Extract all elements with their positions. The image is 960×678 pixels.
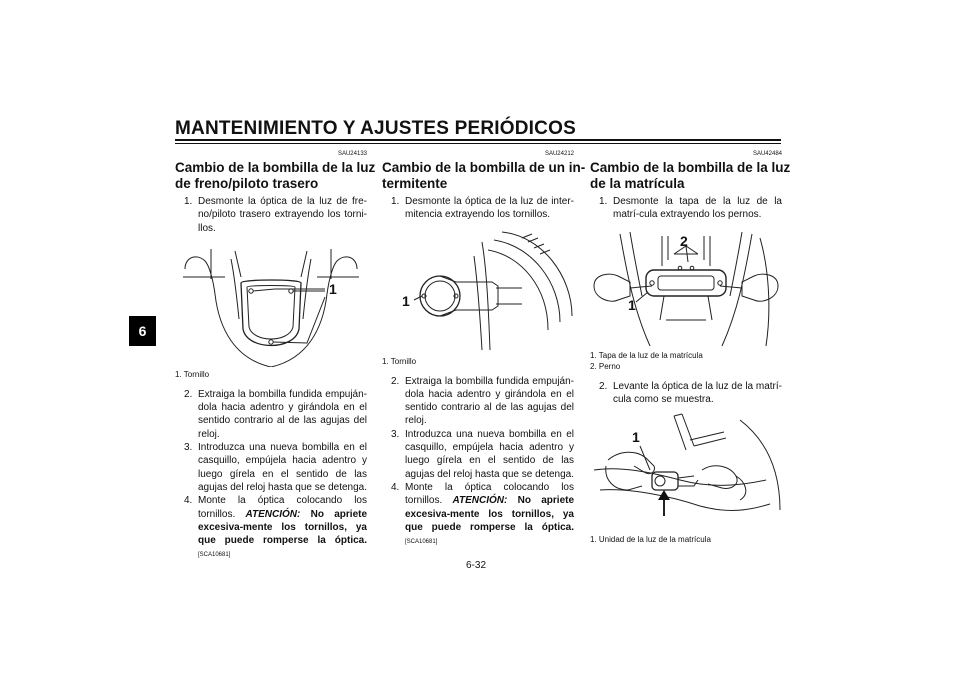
section-license-light bbox=[590, 150, 791, 545]
step-item bbox=[175, 441, 367, 494]
step-number: 2. bbox=[391, 375, 400, 387]
step-number: 2. bbox=[184, 388, 193, 400]
callout-1: 1 bbox=[632, 429, 640, 446]
heading-line: Cambio de la bombilla de la luz bbox=[175, 160, 376, 175]
figure-caption bbox=[590, 534, 782, 545]
step-text: Monte la óptica colocando los tornillos. bbox=[405, 481, 574, 507]
heading-line: Cambio de la bombilla de un in- bbox=[382, 160, 586, 175]
step-number: 1. bbox=[391, 196, 400, 207]
step-item bbox=[590, 380, 782, 407]
section-heading bbox=[382, 160, 586, 192]
step-item bbox=[382, 375, 574, 428]
steps-list bbox=[175, 388, 367, 563]
section-heading bbox=[590, 160, 791, 192]
step-text: Levante la óptica de la luz de la matrí-cula como se muestra. bbox=[613, 380, 782, 405]
caution-text: No apriete excesiva-mente los tornillos, ya que puede romperse la óptica. bbox=[405, 495, 575, 533]
step-number: 2. bbox=[599, 380, 608, 392]
step-number: 4. bbox=[391, 481, 400, 493]
step-text: Desmonte la óptica de la luz de fre-no/piloto trasero extrayendo los torni-llos. bbox=[198, 196, 367, 234]
step-number: 3. bbox=[391, 428, 400, 440]
chapter-tab: 6 bbox=[129, 316, 156, 346]
callout-1: 1 bbox=[329, 280, 337, 297]
section-code: SAU24212 bbox=[544, 151, 574, 157]
caption-line: 1. Tapa de la luz de la matrícula bbox=[590, 350, 703, 360]
figure-caption bbox=[590, 350, 782, 372]
caption-line: 1. Unidad de la luz de la matrícula bbox=[590, 535, 711, 545]
step-item bbox=[175, 494, 367, 562]
caution-code: [SCA10681] bbox=[198, 552, 231, 559]
steps-list bbox=[382, 375, 574, 550]
tail-light-illustration bbox=[175, 239, 367, 367]
license-light-unit-illustration bbox=[590, 410, 782, 532]
step-item bbox=[590, 195, 782, 222]
heading-line: Cambio de la bombilla de la luz bbox=[590, 160, 791, 175]
callout-1: 1 bbox=[628, 296, 636, 313]
section-code: SAU42484 bbox=[752, 151, 782, 157]
step-item bbox=[175, 195, 367, 235]
step-item bbox=[382, 428, 574, 481]
steps-list bbox=[590, 195, 782, 222]
step-item bbox=[382, 481, 574, 549]
heading-line: termitente bbox=[382, 176, 448, 191]
header-rule-thin bbox=[175, 143, 781, 144]
caption-line: 2. Perno bbox=[590, 361, 621, 371]
header-rule bbox=[175, 139, 781, 141]
callout-1: 1 bbox=[402, 292, 410, 309]
figure-caption bbox=[382, 356, 574, 367]
callout-2: 2 bbox=[680, 232, 688, 249]
steps-list bbox=[382, 195, 574, 222]
steps-list bbox=[175, 195, 367, 235]
caption-line: 1. Tornillo bbox=[175, 369, 210, 379]
page-title: MANTENIMIENTO Y AJUSTES PERIÓDICOS bbox=[175, 118, 576, 139]
steps-list bbox=[590, 380, 782, 407]
step-text: Desmonte la tapa de la luz de la matrí-cula extrayendo los pernos. bbox=[613, 196, 782, 221]
heading-line: de freno/piloto trasero bbox=[175, 176, 319, 191]
step-text: Introduzca una nueva bombilla en el casquillo, empújela hacia adentro y luego gírela en el sentido de las agujas del reloj hasta que se detenga. bbox=[198, 442, 368, 493]
section-code: SAU24133 bbox=[337, 151, 367, 157]
section-turn-signal bbox=[382, 150, 586, 549]
step-item bbox=[175, 388, 367, 441]
step-number: 4. bbox=[184, 495, 193, 507]
section-brake-light bbox=[175, 150, 376, 563]
step-item bbox=[382, 195, 574, 222]
step-text: Extraiga la bombilla fundida empuján-dola hacia adentro y girándola en el sentido contrario al de las agujas del reloj. bbox=[405, 375, 574, 427]
step-number: 1. bbox=[599, 196, 608, 207]
caution-code: [SCA10681] bbox=[405, 539, 438, 546]
caution-text: No apriete excesiva-mente los tornillos, ya que puede romperse la óptica. bbox=[198, 508, 368, 547]
caution-label: ATENCIÓN: bbox=[245, 508, 301, 520]
step-text: Desmonte la óptica de la luz de inter-mitencia extrayendo los tornillos. bbox=[405, 196, 574, 221]
step-number: 3. bbox=[184, 442, 193, 454]
step-number: 1. bbox=[184, 196, 193, 207]
caption-line: 1. Tornillo bbox=[382, 356, 417, 366]
step-text: Extraiga la bombilla fundida empuján-dola hacia adentro y girándola en el sentido contrario al de las agujas del reloj. bbox=[198, 388, 367, 440]
step-text: Introduzca una nueva bombilla en el casquillo, empújela hacia adentro y luego gírela en el sentido de las agujas del reloj hasta que se detenga. bbox=[405, 428, 575, 480]
license-cover-illustration bbox=[590, 226, 782, 348]
turn-signal-illustration bbox=[382, 226, 574, 354]
section-heading bbox=[175, 160, 376, 192]
step-text: Monte la óptica colocando los tornillos. bbox=[198, 495, 367, 520]
heading-line: de la matrícula bbox=[590, 176, 685, 191]
page-number: 6-32 bbox=[466, 560, 487, 571]
figure-caption bbox=[175, 369, 367, 380]
caution-label: ATENCIÓN: bbox=[452, 495, 508, 507]
